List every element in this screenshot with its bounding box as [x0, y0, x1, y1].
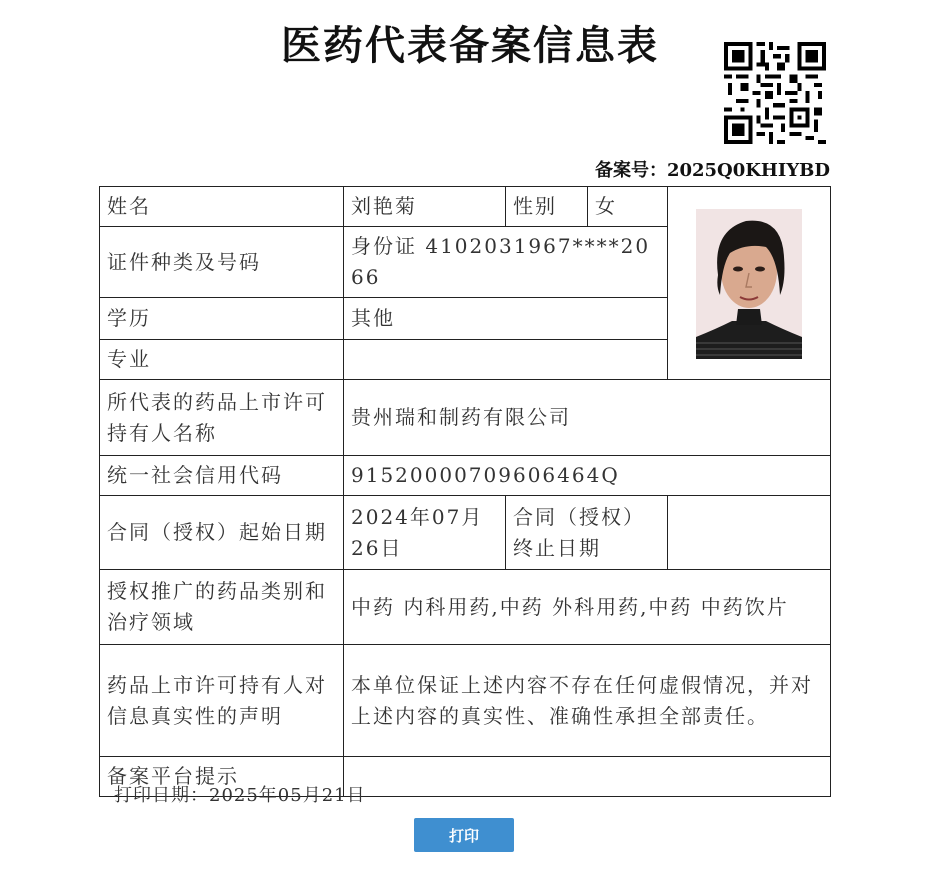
major-label: 专业 — [100, 340, 344, 380]
print-date: 打印日期：2025年05月21日 — [114, 785, 366, 806]
mah-value: 贵州瑞和制药有限公司 — [344, 380, 831, 456]
declaration-value: 本单位保证上述内容不存在任何虚假情况，并对上述内容的真实性、准确性承担全部责任。 — [344, 645, 831, 757]
page-title: 医药代表备案信息表 — [281, 22, 659, 69]
platform-tip-label: 备案平台提示 — [100, 757, 344, 797]
credit-code-label: 统一社会信用代码 — [100, 456, 344, 496]
name-label: 姓名 — [100, 187, 344, 227]
major-value — [344, 340, 668, 380]
record-number: 备案号：2025Q0KHIYBD — [594, 160, 830, 181]
credit-code-value: 91520000709606464Q — [344, 456, 831, 496]
contract-end-value — [668, 496, 831, 570]
id-label: 证件种类及号码 — [100, 227, 344, 298]
print-button[interactable]: 打印 — [414, 818, 514, 852]
info-table — [99, 186, 831, 797]
name-value: 刘艳菊 — [344, 187, 506, 227]
platform-tip-value — [344, 757, 831, 797]
mah-label: 所代表的药品上市许可持有人名称 — [100, 380, 344, 456]
contract-start-value: 2024年07月26日 — [344, 496, 506, 570]
qr-code-icon — [724, 42, 826, 144]
contract-end-label: 合同（授权）终止日期 — [506, 496, 668, 570]
contract-start-label: 合同（授权）起始日期 — [100, 496, 344, 570]
drug-category-value: 中药 内科用药,中药 外科用药,中药 中药饮片 — [344, 570, 831, 645]
declaration-label: 药品上市许可持有人对信息真实性的声明 — [100, 645, 344, 757]
id-photo — [696, 209, 802, 359]
gender-value: 女 — [588, 187, 668, 227]
education-value: 其他 — [344, 298, 668, 340]
gender-label: 性别 — [506, 187, 588, 227]
drug-category-label: 授权推广的药品类别和治疗领域 — [100, 570, 344, 645]
id-value: 身份证 4102031967****2066 — [344, 227, 668, 298]
education-label: 学历 — [100, 298, 344, 340]
photo-cell — [668, 187, 831, 380]
